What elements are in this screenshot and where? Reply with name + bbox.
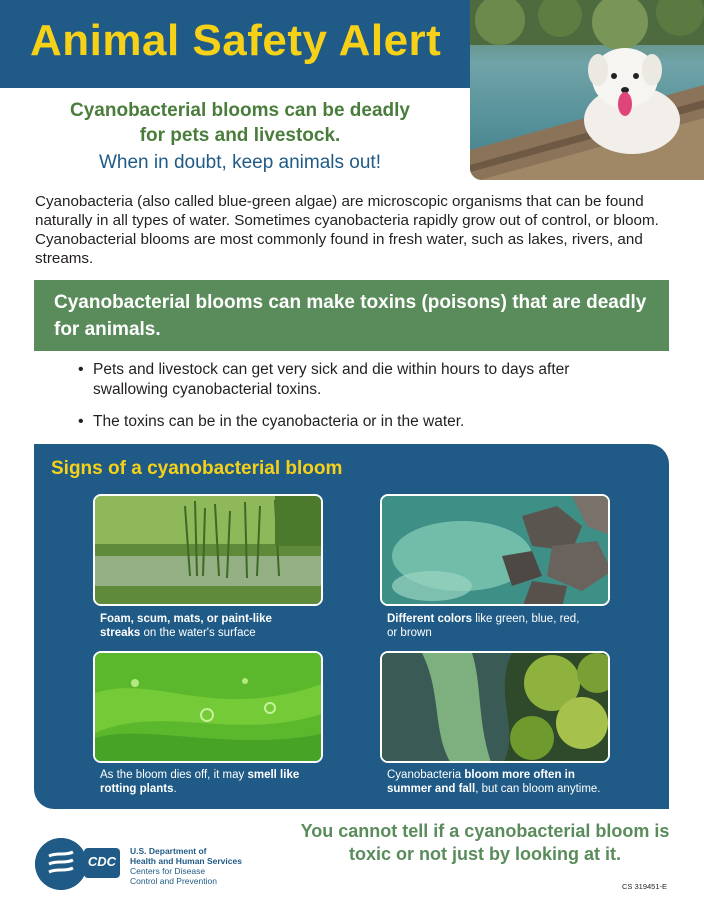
- caption-season: [387, 768, 617, 796]
- caption-text: on the water's surface: [140, 627, 256, 639]
- caption-text: Cyanobacteria: [387, 769, 465, 781]
- subtitle-warning: [30, 98, 450, 148]
- caption-text: .: [173, 783, 177, 795]
- caption-bold: streaks: [100, 627, 141, 639]
- caption-foam: [100, 612, 330, 640]
- document-code: CS 319451-E: [622, 882, 668, 891]
- list-item: • The toxins can be in the cyanobacteria or in the water.: [78, 412, 638, 432]
- hhs-logo-icon: [35, 838, 87, 890]
- signs-title: Signs of a cyanobacterial bloom: [51, 458, 343, 479]
- caption-bold: summer and fall: [387, 783, 476, 795]
- caption-text: like green, blue, red,: [472, 613, 580, 625]
- cdc-logo-text: CDC: [87, 854, 117, 869]
- page-title: Animal Safety Alert: [30, 16, 442, 65]
- subtitle-line-1: Cyanobacterial blooms can be deadly: [70, 100, 410, 121]
- intro-paragraph: Cyanobacteria (also called blue-green algae) are microscopic organisms that can be found naturally in all types of water. Sometimes cyanobacteria rapidly grow out of control, or bloom. Cyanobacterial blooms are most commonly found in fresh water, such as lakes, rivers, and streams.: [35, 193, 659, 267]
- signs-panel: [34, 444, 669, 809]
- bottom-warning: You cannot tell if a cyanobacterial bloom is toxic or not just by looking at it.: [300, 821, 670, 864]
- photo-rocks-bloom: [380, 494, 610, 606]
- caption-bold: bloom more often in: [464, 769, 575, 781]
- agency-line: U.S. Department of: [130, 846, 207, 856]
- caption-text: , but can bloom anytime.: [475, 783, 601, 795]
- caption-bold: smell like: [247, 769, 300, 781]
- hero-dog-photo: [470, 0, 704, 180]
- subtitle-advice: When in doubt, keep animals out!: [98, 152, 381, 173]
- cdc-logo-icon: [84, 848, 120, 878]
- agency-name: [130, 846, 242, 886]
- title-banner: [0, 0, 470, 88]
- agency-line: Centers for Disease: [130, 866, 206, 876]
- photo-green-scum: [93, 651, 323, 763]
- toxin-callout: [34, 280, 669, 351]
- toxin-callout-heading: Cyanobacterial blooms can make toxins (poisons) that are deadly for animals.: [54, 292, 647, 340]
- caption-text: As the bloom dies off, it may: [100, 769, 248, 781]
- agency-line: Control and Prevention: [130, 876, 217, 886]
- caption-bold: Foam, scum, mats, or paint-like: [100, 613, 272, 625]
- agency-line: Health and Human Services: [130, 856, 242, 866]
- caption-smell: [100, 768, 330, 796]
- caption-bold: Different colors: [387, 613, 472, 625]
- list-item: • Pets and livestock can get very sick and die within hours to days after swallowing cyanobacterial toxins.: [78, 360, 638, 400]
- caption-text: or brown: [387, 627, 432, 639]
- photo-aerial-bloom: [380, 651, 610, 763]
- toxin-bullet-list: [78, 360, 638, 444]
- caption-bold: rotting plants: [100, 783, 174, 795]
- subtitle-line-2: for pets and livestock.: [139, 125, 341, 146]
- caption-colors: [387, 612, 617, 640]
- photo-pond-reeds: [93, 494, 323, 606]
